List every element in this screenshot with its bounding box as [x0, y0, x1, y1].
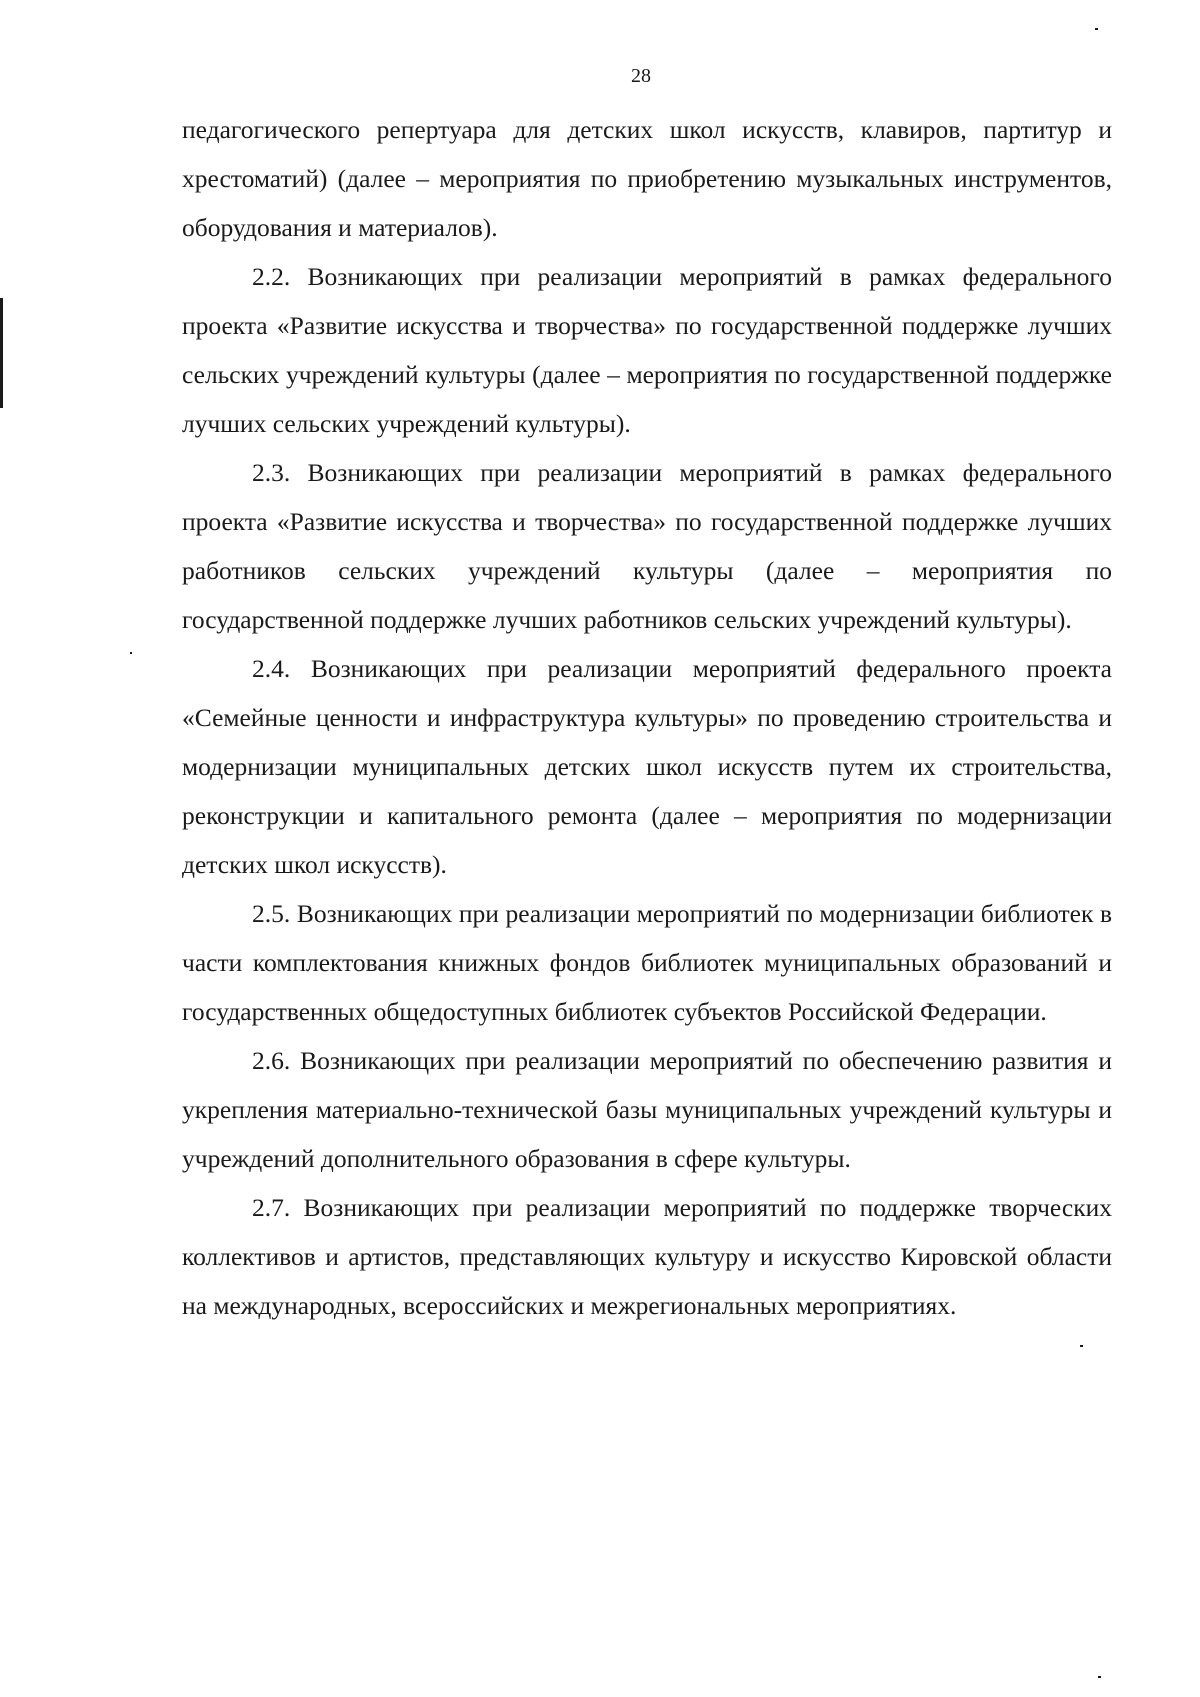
scan-speck	[130, 652, 132, 654]
scan-speck	[1098, 1676, 1101, 1678]
scan-margin-mark	[0, 298, 3, 408]
paragraph-2-6: 2.6. Возникающих при реализации мероприятий по обеспечению развития и укрепления материально-технической базы муниципальных учреждений культуры и учреждений дополнительного образования в сфере культуры.	[182, 1046, 1112, 1173]
paragraph-2-2: 2.2. Возникающих при реализации мероприятий в рамках федерального проекта «Развитие искусства и творчества» по государственной поддержке лучших сельских учреждений культуры (далее – мероприятия по государственной поддержке лучших сельских учреждений культуры).	[182, 262, 1112, 438]
paragraph-2-5: 2.5. Возникающих при реализации мероприятий по модернизации библиотек в части комплектования книжных фондов библиотек муниципальных образований и государственных общедоступных библиотек субъектов Российской Федерации.	[182, 899, 1112, 1026]
page-number: 28	[631, 65, 651, 87]
paragraph-2-7: 2.7. Возникающих при реализации мероприятий по поддержке творческих коллективов и артистов, представляющих культуру и искусство Кировской области на международных, всероссийских и межрегиональных мероприятиях.	[182, 1193, 1112, 1320]
document-body	[182, 105, 1112, 1330]
paragraph-2-3: 2.3. Возникающих при реализации мероприятий в рамках федерального проекта «Развитие искусства и творчества» по государственной поддержке лучших работников сельских учреждений культуры (далее – мероприятия по государственной поддержке лучших работников сельских учреждений культуры).	[182, 458, 1112, 634]
scan-speck	[1080, 1345, 1083, 1347]
paragraph-continuation: педагогического репертуара для детских школ искусств, клавиров, партитур и хрестоматий) (далее – мероприятия по приобретению музыкальных инструментов, оборудования и материалов).	[182, 115, 1112, 242]
paragraph-2-4: 2.4. Возникающих при реализации мероприятий федерального проекта «Семейные ценности и инфраструктура культуры» по проведению строительства и модернизации муниципальных детских школ искусств путем их строительства, реконструкции и капитального ремонта (далее – мероприятия по модернизации детских школ искусств).	[182, 654, 1112, 879]
scan-speck	[1095, 28, 1098, 30]
